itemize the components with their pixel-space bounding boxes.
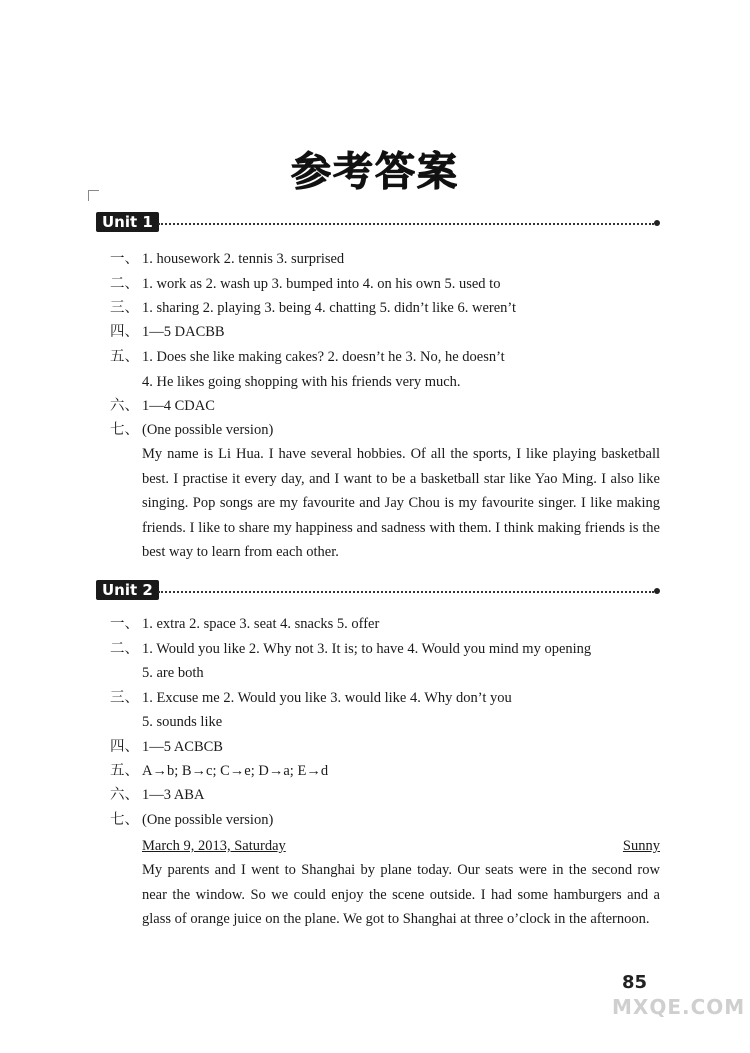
answer-line: 二、 1. work as 2. wash up 3. bumped into 4. on his own 5. used to [110,276,501,292]
page-number: 85 [622,972,648,993]
watermark: MXQE.COM [612,995,746,1019]
divider-end-dot [654,220,660,226]
unit-2-header [96,580,660,602]
diary-date: March 9, 2013, Saturday [142,838,286,854]
answer-line: 六、 1—3 ABA [110,787,205,803]
answer-line: 4. He likes going shopping with his friends very much. [142,374,461,390]
answer-line: 四、 1—5 ACBCB [110,739,223,755]
unit-2-badge: Unit 2 [96,580,159,600]
dotted-divider [158,223,654,225]
answer-line: 五、 1. Does she like making cakes? 2. doesn’t he 3. No, he doesn’t [110,349,505,365]
page-title: 参考答案 [291,149,459,195]
answer-line: 七、 (One possible version) [110,422,274,438]
answer-line: 一、 1. extra 2. space 3. seat 4. snacks 5. offer [110,616,380,632]
answer-line: 一、 1. housework 2. tennis 3. surprised [110,251,345,267]
dotted-divider [158,591,654,593]
answer-line: 5. sounds like [142,714,223,730]
unit-2-essay: My parents and I went to Shanghai by plane today. Our seats were in the second row near the window. So we could enjoy the scene outside. I had some hamburgers and a glass of orange juice on the plane. We got to Shanghai at three o’clock in the afternoon. [142,862,660,927]
answer-line: 四、 1—5 DACBB [110,324,225,340]
answer-line: 六、 1—4 CDAC [110,398,215,414]
diary-weather: Sunny [622,838,660,854]
answer-line: 三、 1. sharing 2. playing 3. being 4. chatting 5. didn’t like 6. weren’t [110,300,516,316]
divider-end-dot [654,588,660,594]
answer-line: 三、 1. Excuse me 2. Would you like 3. would like 4. Why don’t you [110,690,512,706]
answer-line: 二、 1. Would you like 2. Why not 3. It is; to have 4. Would you mind my opening [110,641,592,657]
answer-line: 五、 A→b; B→c; C→e; D→a; E→d [110,763,329,779]
answer-line: 七、 (One possible version) [110,812,274,828]
answer-line: 5. are both [142,665,204,681]
diary-header [142,837,660,855]
unit-1-header [96,212,660,234]
unit-1-badge: Unit 1 [96,212,159,232]
unit-1-essay: My name is Li Hua. I have several hobbies. Of all the sports, I like playing basketball best. I practise it every day, and I want to be a basketball star like Yao Ming. I also like singing. Pop songs are my favourite and Jay Chou is my favourite singer. I like making friends. I like to share my happiness and sadness with them. I think making friends is the best way to learn from each other. [142,446,660,560]
